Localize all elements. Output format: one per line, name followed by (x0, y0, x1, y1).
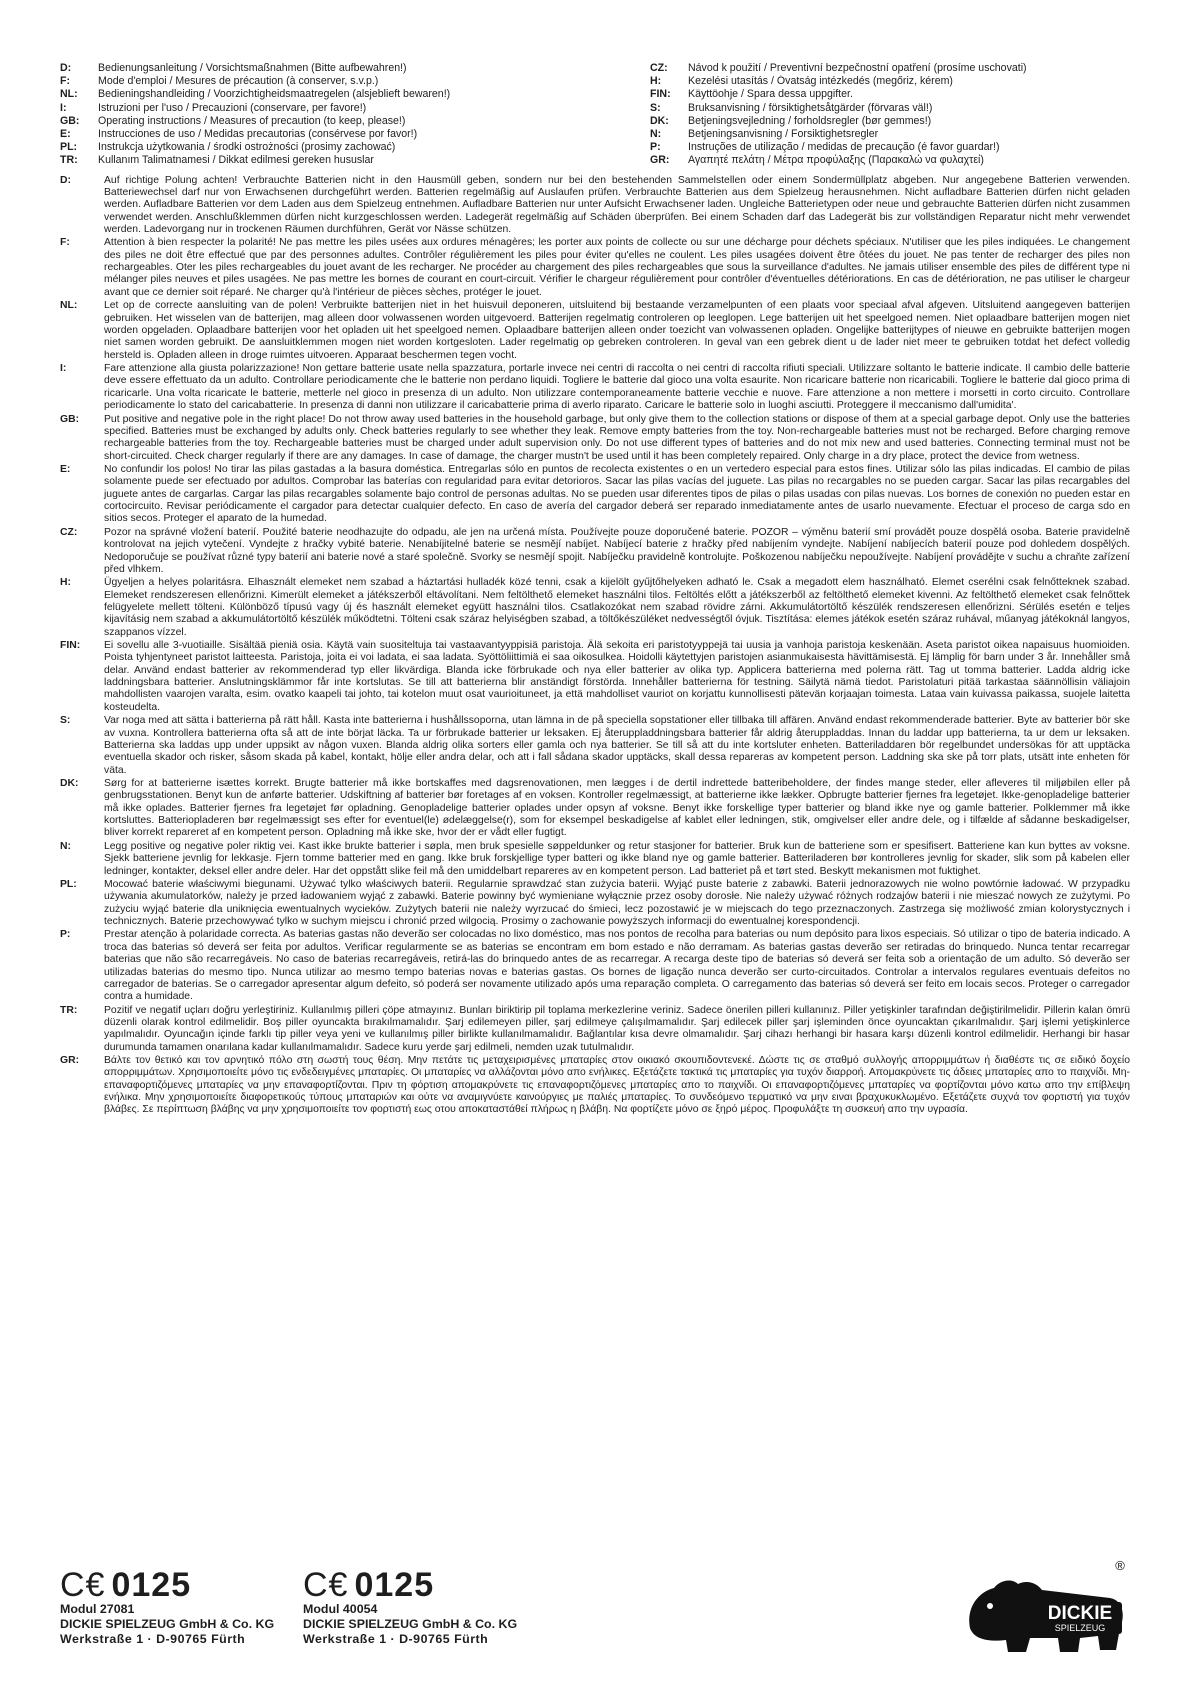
language-code: N: (650, 128, 662, 141)
header-row-text: Instrucciones de uso / Medidas precautorias (consérvese por favor!) (98, 128, 418, 141)
language-code: FIN: (650, 88, 671, 101)
language-code: I: (60, 101, 67, 114)
language-code: DK: (650, 114, 669, 127)
safety-paragraph (60, 715, 1130, 777)
language-code: DK: (60, 778, 79, 790)
language-header (60, 62, 1130, 168)
header-row (650, 115, 1130, 128)
header-row (650, 75, 1130, 88)
language-code: F: (60, 75, 70, 88)
header-row (650, 141, 1130, 154)
language-code: PL: (60, 141, 78, 154)
header-row (60, 128, 580, 141)
ce-number: 0125 (354, 1566, 435, 1604)
safety-paragraph (60, 175, 1130, 237)
header-row-text: Instrukcja użytkowania / środki ostrożności (prosimy zachować) (98, 141, 396, 154)
safety-paragraph-text: Attention à bien respecter la polarité! Ne pas mettre les piles usées aux ordures ménagères; les porter aux points de collecte ou sur une décharge pour déchets spéciaux. N'utiliser que les piles indiquées. Le changement des piles ne doit être effectué que par des personnes adultes. Contrôler régulièrement les piles pour éviter qu'elles ne coulent. Les piles usagées doivent être ôtées du jouet. Ne pas tenter de recharger des piles non rechargeables. Oter les piles rechargeables du jouet avant de les recharger. Ne procéder au chargement des piles rechargeables que sous la surveillance d'adultes. Ne jamais utiliser ensemble des piles de différent type ni mélanger piles neuves et piles usagées. Ne pas mettre les bornes de courant en court-circuit. Vérifier le chargeur régulièrement pour contrôler d'éventuelles détériorations. En cas de détérioration, ne pas utiliser le chargeur avant que ce dernier soit réparé. Ne charger qu'à l'intérieur de pièces sèches, protéger le jouet. (104, 237, 1130, 298)
header-row-text: Istruzioni per l'uso / Precauzioni (conservare, per favore!) (98, 101, 367, 114)
header-row (60, 154, 580, 167)
safety-paragraph-text: Let op de correcte aansluiting van de polen! Verbruikte batterijen niet in het huisvuil deponeren, uitsluitend bij bestaande verzamelpunten of een plaats voor speciaal afval afgeven. Uitsluitend aangegeven batterijen gebruiken. Het wisselen van de batterijen, mag alleen door volwassenen worden uitgevoerd. Batterijen regelmatig controleren op leeglopen. Lege batterijen uit het speelgoed nemen. Niet oplaadbare batterijen mogen niet worden opgeladen. Oplaadbare batterijen voor het opladen uit het speelgoed nemen. Oplaadbare batterijen alleen onder toezicht van volwassenen opladen. Ongelijke batterijtypes of nieuwe en gebruikte batterijen mogen niet samen worden gebruikt. De aansluitklemmen mogen niet worden kortgesloten. Lader regelmatig op gebreken controleren. In geval van een gebrek dient u de lader niet meer te gebruiken totdat het defect volledig hersteld is. Opladen alleen in droge ruimtes uitvoeren. Apparaat beschermen tegen vocht. (104, 300, 1130, 361)
safety-paragraph (60, 577, 1130, 639)
language-code: GB: (60, 114, 80, 127)
language-code: S: (60, 715, 71, 727)
header-row (60, 88, 580, 101)
safety-paragraph-text: Ei sovellu alle 3-vuotiaille. Sisältää pieniä osia. Käytä vain suositeltuja tai vastaavantyyppisiä paristoja. Älä sekoita eri paristotyyppejä tai uusia ja vanhoja paristoja keskenään. Aseta paristot oikea napaisuus huomioiden. Poista tyhjentyneet paristot laitteesta. Paristoja, joita ei voi ladata, ei saa ladata. Syöttöliittimiä ei saa oikosulkea. Hoidolli käytettyjen paristojen asianmukaisesta hävittämisestä. Ej lämplig för barn under 3 år. Innehåller små delar. Använd endast batterier av rekommenderad typ eller likvärdiga. Blanda icke förbrukade och nya eller batterier av olika typ. Applicera batterierna med polerna rätt. Tag ut tomma batterier. Ladda aldrig icke laddningsbara batterier. Anslutningsklämmor får inte kortslutas. Se till att batterierna blir anständigt förstörda. Innehåller batterierna för testning. Säilytä nämä tiedot. Paristolaturi pitää tarkastaa säännöllisin väliajoin mahdollisten vaarojen varalta, esim. ovatko kaapeli tai johto, tai kotelon muut osat vaurioituneet, ja että mahdolliset vauriot on korjattu kunnollisesti pätevän korjaajan toimesta. Lataa vain kuivassa paikassa, suojele laitetta kosteudelta. (104, 640, 1130, 713)
logo-name: DICKIE (1047, 1603, 1113, 1624)
header-row (650, 128, 1130, 141)
language-code: GR: (650, 154, 670, 167)
language-code: GR: (60, 1055, 80, 1067)
safety-paragraph (60, 640, 1130, 714)
safety-paragraph-text: Fare attenzione alla giusta polarizzazione! Non gettare batterie usate nella spazzatura, portarle invece nei centri di raccolta o nei centri di raccolta rifiuti speciali. Utilizzare soltanto le batterie indicate. Il cambio delle batterie deve essere effettuato da un adulto. Controllare periodicamente che le batterie non perdano liquidi. Togliere le batterie dal gioco una volta esaurite. Non ricaricare batterie non ricaricabili. Togliere le batterie dal gioco prima di ricaricarle. Una volta ricaricate le batterie, metterle nel gioco in presenza di un adulto. Non utilizzare contemporaneamente batterie vecchie e nuove. Fare attenzione a non mettere i morsetti in corto circuito. Controllare periodicamente lo stato del caricabatterie. In presenza di danni non utilizzare il caricabatterie prima di averlo riparato. Caricare le batterie solo in luoghi asciutti. Proteggere il meccanismo dall'umidita'. (104, 363, 1130, 412)
header-row (650, 154, 1130, 167)
language-code: H: (60, 577, 71, 589)
language-code: FIN: (60, 640, 81, 652)
header-row (60, 141, 580, 154)
safety-paragraph (60, 879, 1130, 928)
header-row (650, 102, 1130, 115)
language-code: E: (60, 128, 71, 141)
language-code: TR: (60, 1004, 78, 1016)
language-code: CZ: (60, 526, 78, 538)
language-code: PL: (60, 879, 77, 890)
safety-paragraph-text: Pozitif ve negatif uçları doğru yerleştiriniz. Kullanılmış pilleri çöpe atmayınız. Bunları biriktirip pil toplama merkezlerine veriniz. Sadece önerilen pilleri kullanınız. Piller yetişkinler tarafından değiştirilmelidir. Pillerin kalan ömrü düzenli olarak kontrol edilmelidir. Boş piller oyuncakta bırakılmamalıdır. Şarj edilemeyen piller, şarj edilmeye çalışılmamalıdır. Şarj edilecek piller şarj işleminden önce oyuncaktan çıkarılmalıdır. Şarj işlemi yetişkinlerce yapılmalıdır. Oyuncağın içinde farklı tip piller veya yeni ve kullanılmış piller birlikte kullanılmamalıdır. Bağlantılar kısa devre olmamalıdır. Şarj cihazı herhangi bir hasara karşı düzenli kontrol edilmelidir. Herhangi bir hasar durumunda tamamen onarılana kadar kullanılmamalıdır. Sadece kuru yerde şarj edilmeli, nemden uzak tutulmalıdır. (104, 1004, 1130, 1053)
language-code: I: (60, 363, 67, 375)
ce-number: 0125 (111, 1566, 192, 1604)
language-code: NL: (60, 88, 78, 101)
language-code: NL: (60, 300, 78, 312)
dickie-logo-icon (960, 1558, 1130, 1658)
certificate-block-1 (60, 1568, 274, 1647)
safety-paragraph-text: Sørg for at batterierne isættes korrekt. Brugte batterier må ikke bortskaffes med dagsrenovationen, men lægges i de dertil indrettede batteribeholdere, der findes mange steder, eller afleveres til miljøbilen eller på genbrugsstationen. Benyt kun de anførte batterier. Udskiftning af batterier bør foretages af en voksen. Kontroller regelmæssigt, at batterierne ikke lækker. Opbrugte batterier fjernes fra legetøjet. Ikke-genopladelige batterier må ikke oplades. Batterier fjernes fra legetøjet før opladning. Genopladelige batterier oplades under opsyn af voksne. Benyt ikke forskellige typer batterier og bland ikke nye og gamle batterier. Polklemmer må ikke kortsluttes. Batteriopladeren bør regelmæssigt ses efter for eventuel(le) ødelæggelse(r), som for eksempel beskadigelse af kablet eller ledningen, stik, omgivelser eller andre dele, og i tilfælde af sådanne beskadigelser, bliver korrekt repareret af en kompetent person. Opladning må ikke ske, hvor der er vådt eller fugtigt. (104, 778, 1130, 839)
language-code: P: (650, 141, 661, 154)
company-address: Werkstraße 1 · D-90765 Fürth (60, 1632, 246, 1646)
safety-paragraph-text: Legg positive og negative poler riktig vei. Kast ikke brukte batterier i søpla, men bruk spesielle søppeldunker og retur stasjoner for batterier. Bruk kun de batteriene som er spesifisert. Batteriene kan kun byttes av voksne. Sjekk batteriene jevnlig for lekkasje. Fjern tomme batterier med en gang. Ikke bruk forskjellige typer batteri og ikke bland nye og gamle batterier. Batteriladeren bør kontrolleres jevnlig for skader, slik som på kabelen eller ledninger, kontakter, deksel eller andre deler. Har det oppstått slike feil må den umiddelbart repareres av en kompetent person. Lad batteriet på et tørt sted. Beskytt mekanismen mot fuktighet. (104, 840, 1130, 877)
modul-label: Modul 40054 (303, 1602, 378, 1616)
language-code: GB: (60, 413, 80, 425)
language-code: E: (60, 464, 71, 475)
header-left-column (60, 62, 580, 168)
language-code: CZ: (650, 62, 668, 74)
header-row-text: Betjeningsvejledning / forholdsregler (bør gemmes!) (688, 114, 932, 127)
safety-paragraph-text: No confundir los polos! No tirar las pilas gastadas a la basura doméstica. Entregarlas sólo en puntos de recolecta existentes o en un vertedero especial para estos fines. Utilizar sólo las pilas indicadas. El cambio de pilas solamente puede ser efectuado por adultos. Comprobar las baterías con regularidad para evitar detorioros. Sacar las pilas vacías del juguete. Las pilas no recargables no se pueden cargar. Sacar las pilas recargables del juguete antes de cargarlas. Cargar las pilas recargables solamente bajo control de personas adultas. No se pueden usar diferentes tipos de pilas o pilas usadas con pilas nuevas. Los bornes de conexión no pueden estar en cortocircuito. Revisar periódicamente el cargador para detectar cualquier defecto. En caso de avería del cargador deberá ser reparado inmediatamente antes de usarlo nuevamente. Efectuar el proceso de carga sdo en sitios secos. Proteger el aparato de la humedad. (104, 464, 1130, 525)
safety-paragraph-text: Prestar atenção à polaridade correcta. As baterias gastas não deverão ser colocadas no lixo doméstico, mas nos pontos de recolha para baterias ou num depósito para lixos especiais. Só utilizar o tipo de bateria indicado. A troca das baterias só deverá ser feita por adultos. Verificar regularmente se as baterias se encontram em bom estado e não derramam. As baterias gastas deverão ser retiradas do brinquedo. Nunca tentar recarregar baterias que não são recarregáveis. No caso de baterias recarregáveis, retirá-las do brinquedo antes de as recarregar. A recarga deste tipo de baterias só deverá ser feita sob a orientação de um adulto. Só deverão ser utilizadas baterias do mesmo tipo. Nunca utilizar ao mesmo tempo baterias novas e baterias gastas. Os bornes de ligação nunca deverão ser curto-circuitados. Controlar a intervalos regulares eventuais defeitos no carregador de baterias. Se o carregador apresentar algum defeito, só poderá ser novamente utilizado após uma reparação completa. O carregamento das baterias só deverá ser feito em locais secos. Proteger o carregador contra a humidade. (104, 929, 1130, 1003)
safety-paragraph (60, 778, 1130, 840)
safety-paragraph (60, 414, 1130, 463)
ce-mark: C€ 0125 (303, 1566, 435, 1604)
header-row-text: Instruções de utilização / medidas de precaução (é favor guardar!) (688, 141, 1000, 154)
company-name: DICKIE SPIELZEUG GmbH & Co. KG (303, 1617, 518, 1631)
language-code: D: (60, 174, 71, 186)
instruction-sheet (60, 62, 1130, 1118)
header-row-text: Betjeningsanvisning / Forsiktighetsregler (688, 128, 879, 141)
safety-paragraph (60, 1055, 1130, 1117)
safety-paragraph (60, 237, 1130, 299)
certificate-block-2 (303, 1568, 517, 1647)
safety-paragraph (60, 300, 1130, 362)
header-row (650, 62, 1130, 75)
header-row-text: Bruksanvisning / försiktighetsåtgärder (förvaras väl!) (688, 101, 933, 114)
header-row-text: Bedienungsanleitung / Vorsichtsmaßnahmen (Bitte aufbewahren!) (98, 62, 407, 74)
language-code: P: (60, 929, 71, 941)
safety-paragraph-text: Auf richtige Polung achten! Verbrauchte Batterien nicht in den Hausmüll geben, sondern nur bei den bestehenden Sammelstellen oder einem Sondermüllplatz abgeben. Nur angegebene Batterien verwenden. Batteriewechsel darf nur von Erwachsenen durchgeführt werden. Batterien regelmäßig auf Auslaufen prüfen. Verbrauchte Batterien aus dem Spielzeug herausnehmen. Nicht aufladbare Batterien dürfen nicht geladen werden. Aufladbare Batterien vor dem Laden aus dem Spielzeug entnehmen. Aufladbare Batterien nur unter Aufsicht Erwachsener laden. Ungleiche Batterietypen oder neue und gebrauchte Batterien dürfen nicht zusammen verwendet werden. Anschlußklemmen dürfen nicht kurzgeschlossen werden. Ladegerät regelmäßig auf Schäden überprüfen. Bei einem Schaden darf das Ladegerät bis zur vollständigen Reparatur nicht mehr verwendet werden. Ladevorgang nur in trockenen Räumen durchführen, Gerät vor Nässe schützen. (104, 174, 1130, 235)
language-code: H: (650, 75, 662, 88)
registered-mark: ® (1115, 1558, 1125, 1573)
logo-sub: SPIELZEUG (1054, 1623, 1106, 1633)
modul-label: Modul 27081 (60, 1602, 135, 1616)
safety-paragraphs (60, 175, 1130, 1117)
safety-paragraph (60, 527, 1130, 576)
ce-mark: C€ 0125 (60, 1566, 192, 1604)
header-right-column (650, 62, 1130, 168)
header-row-text: Käyttöohje / Spara dessa uppgifter. (688, 88, 853, 101)
safety-paragraph-text: Pozor na správné vložení baterií. Použité baterie neodhazujte do odpadu, ale jen na určená místa. Používejte pouze doporučené baterie. POZOR – výměnu baterií smí provádět pouze dospělá osoba. Baterie pravidelně kontrolovat na jejich vytečení. Vyndejte z hračky vybité baterie. Nenabíjitelné baterie se nesmějí nabíjet. Nabíjecí baterie z hračky před nabíjením vyndejte. Nabíjení nabíjecích baterií pouze pod dohledem dospělých. Nedoporučuje se používat různé typy baterií ani baterie nové a staré společně. Svorky se nesmějí spojit. Nabíječku pravidelně kontrolujte. Poškozenou nabíječku nepoužívejte. Nabíjení provádějte v suchu a chraňte zařízení před vlhkem. (104, 526, 1130, 575)
language-code: F: (60, 237, 70, 249)
language-code: TR: (60, 154, 78, 167)
company-name: DICKIE SPIELZEUG GmbH & Co. KG (60, 1617, 275, 1631)
footer (60, 1558, 1130, 1668)
safety-paragraph (60, 841, 1130, 878)
safety-paragraph-text: Var noga med att sätta i batterierna på rätt håll. Kasta inte batterierna i hushållssoporna, utan lämna in de på speciella sopstationer eller tillbaka till affären. Använd endast rekommenderade batterier. Byte av batterier bör ske av vuxna. Kontrollera batterierna ofta så att de inte börjat läcka. Ta ur förbrukade batterier ur leksaken. Ej återuppladdningsbara batterier får aldrig återuppladdas. Innan du laddar upp batterierna, ta ur dem ur leksaken. Batterierna ska laddas upp under uppsikt av någon vuxen. Blanda aldrig olika sorters eller gamla och nya batterier. Se till så att du inte kortsluter enheten. Batteriladdaren bör regelbundet undersökas för att upptäcka eventuella skador och risker, såsom skada på kabel, kontakt, hölje eller andra delar, och att i fall sådana skador upptäcks, skall dessa repareras av kompetent person. Laddning ska ske på torr plats, utsätt inte enheten för väta. (104, 715, 1130, 776)
header-row-text: Operating instructions / Measures of precaution (to keep, please!) (98, 114, 406, 127)
header-row-text: Bedieningshandleiding / Voorzichtigheidsmaatregelen (alsjeblieft bewaren!) (98, 88, 451, 101)
language-code: D: (60, 62, 72, 74)
header-row-text: Návod k použití / Preventivní bezpečnostní opatření (prosíme uschovati) (688, 62, 1027, 74)
safety-paragraph-text: Βάλτε τον θετικό και τον αρνητικό πόλο στη σωστή τους θέση. Μην πετάτε τις μεταχειρισμένες μπαταρίες στον οικιακό σκουπιδοντενεκέ. Δώστε τις σε σταθμό συλλογής απορριμμάτων ή διαθέστε τις σε ειδικό δοχείο απορριμμάτων. Χρησιμοποιείτε μόνο τις ενδεδειγμένες μπαταρίες. Οι μπαταρίες να αλλάζονται μόνο απο ενήλικες. Εξετάζετε τακτικά τις μπαταρίες για τυχόν διαρροή. Απομακρύνετε τις άδειες μπαταρίες απο το παιχνίδι. Μη-επαναφορτιζόμενες μπαταρίες να μην επαναφορτίζονται. Πριν τη φόρτιση απομακρύνετε τις επαναφορτιζόμενες μπαταρίες απο το παιχνίδι. Οι επαναφορτιζόμενες μπαταρίες να φορτίζονται μόνο κατω απο την επίβλεψη ενήλικα. Μην χρησιμοποιείτε διαφορετικούς τύπους μπαταριών και ούτε να αναμιγνύετε καινούργιες με παλιές μπαταρίες. Το συνδεόμενο τερματικό να μην ειναι βραχυκυκλωμένο. Εξετάζετε συχνά τον φορτιστή για τυχόν βλάβες. Σε περίπτωση βλάβης να μην χρησιμοποιείτε τον φορτιστή εως οτου αποκαταστάθεί πλήρως η βλάβη. Να φορτίζετε μόνο σε ξηρό μέρος. Προφυλάξτε τη συσκευή απο την υγρασία. (104, 1055, 1130, 1116)
company-address: Werkstraße 1 · D-90765 Fürth (303, 1632, 489, 1646)
header-row (60, 62, 580, 75)
header-row (650, 88, 1130, 101)
header-row-text: Mode d'emploi / Mesures de précaution (à conserver, s.v.p.) (98, 75, 379, 88)
header-row (60, 75, 580, 88)
header-row-text: Kullanım Talimatnamesi / Dikkat edilmesi gereken hususlar (98, 154, 374, 167)
safety-paragraph (60, 363, 1130, 412)
header-row (60, 102, 580, 115)
safety-paragraph (60, 464, 1130, 526)
safety-paragraph-text: Ügyeljen a helyes polaritásra. Elhasznált elemeket nem szabad a háztartási hulladék közé tenni, csak a kijelölt gyűjtőhelyeken adható le. Csak a megadott elem használható. Elemet cserélni csak felnőtteknek szabad. Elemeket rendszeresen ellenőrizni. Kimerült elemeket a játékszerből eltávolítani. Nem feltölthető elemeket használni tilos. Feltöltés előtt a játékszerből az feltölthető elemeket kivenni. Az feltölthető elemeket csak felnőttek felügyelete mellett tölteni. Különböző típusú vagy új és használt elemeket együtt használni tilos. Csatlakozókat nem szabad rövidre zárni. Akkumulátortöltő készülék rendszeresen ellenőrizni. Sérülés esetén e teljes kijavításig nem szabad a akkumulátortöltő készülék működtetni. Tölteni csak száraz helyiségben szabad, a töltőkészüléket nedvességtől óvjuk. Tisztítása: elemes játékok esetén száraz ruhával, műanyag játékoknál langyos, szappanos vízzel. (104, 577, 1130, 638)
language-code: S: (650, 101, 661, 114)
safety-paragraph (60, 1005, 1130, 1054)
header-row-text: Αγαπητέ πελάτη / Μέτρα προφύλαξης (Παρακαλώ να φυλαχτεί) (688, 154, 984, 167)
safety-paragraph-text: Put positive and negative pole in the right place! Do not throw away used batteries in the household garbage, but only give them to the collection stations or dispose of them at a special garbage depot. Only use the batteries specified. Batteries must be exchanged by adults only. Check batteries regularly to see whether they leak. Remove empty batteries from the toy. Non-rechargeable batteries must not be recharged. Before charging remove rechargeable batteries from the toy. Rechargeable batteries must be charged under adult supervision only. Do not use different types of batteries and do not mix new and used batteries. Connecting terminal must not be short-circuited. Check charger regularly if there are any damages. In case of damage, the charger mustn't be used until it has been completely repaired. Only charge in a dry place, protect the device from wetness. (104, 413, 1130, 462)
safety-paragraph (60, 929, 1130, 1003)
header-row-text: Kezelési utasítás / Óvatság intézkedés (megőriz, kérem) (688, 75, 953, 88)
safety-paragraph-text: Mocować baterie właściwymi biegunami. Używać tylko właściwych baterii. Regularnie sprawdzać stan zużycia baterii. Wyjąć puste baterie z zabawki. Baterii jednorazowych nie wolno powtórnie ładować. W przypadku używania akumulatorków, należy je przed ładowaniem wyjąć z zabawki. Baterie powinny być wymieniane wyłącznie przez osoby dorosłe. Nie należy używać różnych rodzajów baterii i nie mieszać nowych ze zużytymi. Po zużyciu wyjąć baterie dla uniknięcia ewentualnych wycieków. Zużytych baterii nie należy wyrzucać do śmieci, lecz pozostawić je w miejscach do tego przeznaczonych. Zastrzega się możliwość zmian kolorystycznych i technicznych. Baterie przechowywać tylko w suchym miejscu i chronić przed wilgocią. Prosimy o zachowanie powyższych informacji do ewentualnej korespondencji. (104, 879, 1130, 928)
language-code: N: (60, 840, 71, 852)
header-row (60, 115, 580, 128)
